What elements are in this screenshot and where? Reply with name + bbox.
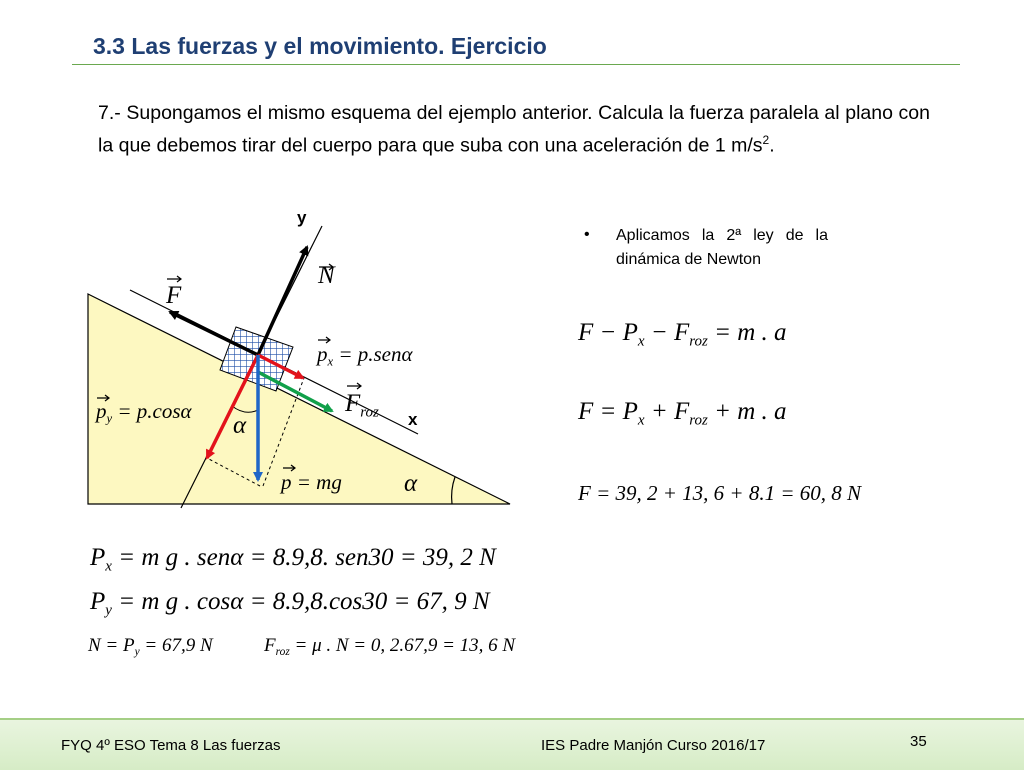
- py-label: [96, 399, 192, 426]
- y-axis-label: y: [297, 208, 307, 227]
- bullet-text: Aplicamos la 2ª ley de la dinámica de Newton: [616, 227, 828, 268]
- px-calculation: [90, 544, 496, 575]
- eq2-sub: x: [637, 412, 645, 429]
- froz-calc-sub: roz: [275, 645, 290, 658]
- friction-force-label: [345, 390, 379, 421]
- n-calc-sub: y: [134, 645, 140, 658]
- n-calc-part: N = P: [88, 635, 135, 656]
- eq1-part: F − P: [578, 319, 638, 346]
- friction-label-sub: roz: [360, 404, 379, 421]
- weight-label: p = mg: [281, 470, 342, 494]
- froz-calc-part: = μ . N = 0, 2.67,9 = 13, 6 N: [289, 635, 516, 656]
- problem-period: .: [769, 134, 775, 157]
- friction-label-main: F: [345, 390, 361, 417]
- px-calc-sub: x: [105, 558, 112, 575]
- eq2-sub: roz: [689, 412, 708, 429]
- eq1-sub: roz: [689, 333, 708, 350]
- py-label-rhs: = p.cosα: [117, 399, 192, 423]
- page-number: 35: [910, 733, 927, 750]
- problem-superscript: 2: [762, 133, 770, 147]
- px-label-lhs: p: [317, 342, 328, 366]
- pull-force-label: F: [166, 282, 182, 309]
- normal-calculation: [88, 635, 213, 658]
- px-label-rhs: = p.senα: [338, 342, 413, 366]
- base-angle-label: α: [404, 470, 418, 497]
- eq1-part: = m . a: [707, 319, 787, 346]
- eq2-part: F = P: [578, 398, 638, 425]
- slide-title: 3.3 Las fuerzas y el movimiento. Ejercicio: [93, 33, 547, 59]
- eq2-part: + m . a: [707, 398, 787, 425]
- eq1-sub: x: [637, 333, 645, 350]
- py-calc-sub: y: [105, 602, 112, 619]
- froz-calc-part: F: [264, 635, 276, 656]
- py-calc-part: P: [90, 588, 106, 615]
- x-axis-label: x: [408, 410, 418, 429]
- px-label-sub: x: [327, 354, 334, 369]
- normal-force-arrow: [258, 247, 307, 355]
- px-calc-part: = m g . senα = 8.9,8. sen30 = 39, 2 N: [111, 544, 496, 571]
- newton-equation-1: [578, 319, 787, 350]
- friction-calculation: [264, 635, 515, 658]
- eq1-part: − F: [644, 319, 690, 346]
- footer-course: FYQ 4º ESO Tema 8 Las fuerzas: [61, 737, 281, 754]
- normal-force-label: N: [318, 262, 335, 289]
- footer-school: IES Padre Manjón Curso 2016/17: [541, 737, 766, 754]
- px-calc-part: P: [90, 544, 106, 571]
- n-calc-part: = 67,9 N: [139, 635, 213, 656]
- py-label-lhs: p: [96, 399, 107, 423]
- newton-equation-2: [578, 398, 787, 429]
- py-calculation: [90, 588, 490, 619]
- problem-text: 7.- Supongamos el mismo esquema del ejemplo anterior. Calcula la fuerza paralela al plano con la que debemos tirar del cuerpo para que suba con una aceleración de 1 m/s: [98, 102, 930, 157]
- px-label: [317, 342, 413, 369]
- inner-angle-label: α: [233, 412, 247, 439]
- newton-equation-3: F = 39, 2 + 13, 6 + 8.1 = 60, 8 N: [578, 481, 862, 505]
- py-calc-part: = m g . cosα = 8.9,8.cos30 = 67, 9 N: [111, 588, 490, 615]
- bullet-mark: •: [584, 226, 590, 243]
- py-label-sub: y: [106, 411, 113, 426]
- eq2-part: + F: [644, 398, 690, 425]
